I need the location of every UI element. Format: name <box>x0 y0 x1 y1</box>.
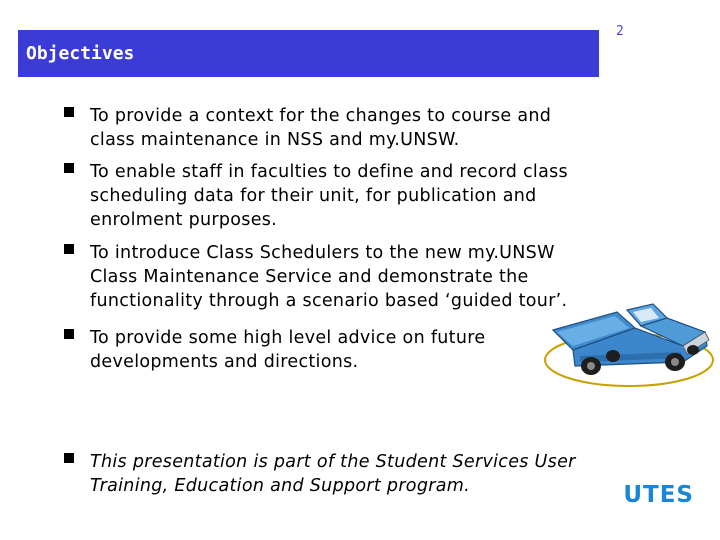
bullet-text <box>90 104 551 152</box>
bullet-line: Training, Education and Support program. <box>90 476 470 496</box>
bullet-text <box>90 160 568 232</box>
bullet-line: This presentation is part of the Student Services User <box>90 452 576 472</box>
bullet-line: To provide a context for the changes to course and <box>90 106 552 126</box>
bullet-line: scheduling data for their unit, for publication and <box>90 186 537 206</box>
toy-ute-car-icon <box>543 292 715 392</box>
brand-logo-text: UTES <box>623 482 694 508</box>
bullet-text <box>90 326 485 374</box>
title-bar <box>18 30 599 77</box>
bullet-line: developments and directions. <box>90 352 359 372</box>
bullet-line: enrolment purposes. <box>90 210 278 230</box>
page-number: 2 <box>616 24 624 39</box>
bullet-line: To introduce Class Schedulers to the new my.UNSW <box>90 243 555 263</box>
bullet-line: class maintenance in NSS and my.UNSW. <box>90 130 460 150</box>
bullet-square-icon <box>64 453 74 463</box>
bullet-text <box>90 450 576 498</box>
bullet-line: functionality through a scenario based ‘guided tour’. <box>90 291 568 311</box>
bullet-line: To enable staff in faculties to define and record class <box>90 162 568 182</box>
bullet-square-icon <box>64 244 74 254</box>
slide-title: Objectives <box>26 43 135 64</box>
bullet-square-icon <box>64 329 74 339</box>
bullet-line: To provide some high level advice on future <box>90 328 486 348</box>
bullet-text <box>90 241 567 313</box>
bullet-square-icon <box>64 163 74 173</box>
bullet-line: Class Maintenance Service and demonstrate the <box>90 267 529 287</box>
bullet-square-icon <box>64 107 74 117</box>
